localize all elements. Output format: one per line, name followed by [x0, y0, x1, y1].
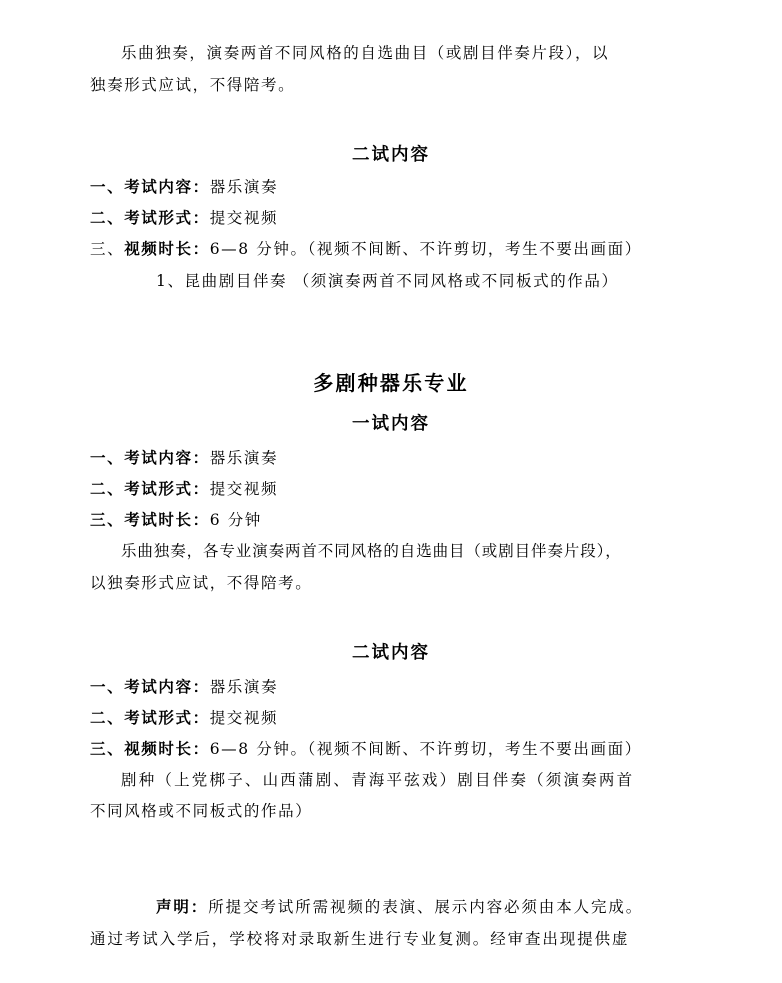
- item-label: 二、考试形式：: [90, 208, 210, 227]
- multi-round1-heading: 一试内容: [352, 414, 430, 434]
- multi-round2-item-2: [90, 707, 278, 729]
- item-value: 提交视频: [209, 209, 279, 227]
- item-value: 6 分钟: [209, 511, 262, 529]
- item-value: 提交视频: [209, 709, 279, 727]
- item-value: 6—8 分钟。（视频不间断、不许剪切，考生不要出画面）: [209, 740, 642, 758]
- item-label: 三、视频时长：: [90, 739, 210, 758]
- multi-round2-paragraph-line-1: 剧种（上党梆子、山西蒲剧、青海平弦戏）剧目伴奏（须演奏两首: [121, 771, 635, 789]
- statement-text: 所提交考试所需视频的表演、展示内容必须由本人完成。: [208, 898, 644, 916]
- multi-round1-item-2: [90, 478, 278, 500]
- kunqu-round2-item-3: [90, 238, 642, 260]
- multi-round1-paragraph-line-2: 以独奏形式应试，不得陪考。: [90, 574, 313, 592]
- multi-round1-paragraph-line-1: 乐曲独奏，各专业演奏两首不同风格的自选曲目（或剧目伴奏片段），: [121, 542, 622, 560]
- statement-label: 声明：: [156, 897, 209, 916]
- item-value: 器乐演奏: [209, 449, 279, 467]
- multi-major-title: 多剧种器乐专业: [313, 371, 469, 395]
- kunqu-round2-item-2: [90, 207, 278, 229]
- multi-round1-item-3: [90, 509, 262, 531]
- kunqu-round2-heading: 二试内容: [352, 145, 430, 165]
- statement-line-2: 通过考试入学后，学校将对录取新生进行专业复测。经审查出现提供虚: [90, 930, 630, 948]
- item-label: 二、考试形式：: [90, 708, 210, 727]
- kunqu-round2-item-1: [90, 176, 278, 198]
- multi-round2-item-1: [90, 676, 278, 698]
- multi-round2-item-3: [90, 738, 642, 760]
- item-value: 提交视频: [209, 480, 279, 498]
- multi-round2-heading: 二试内容: [352, 643, 430, 663]
- item-label: 视频时长：: [124, 239, 210, 258]
- item-label: 二、考试形式：: [90, 479, 210, 498]
- item-label: 三、考试时长：: [90, 510, 210, 529]
- kunqu-round2-item-4: 1、昆曲剧目伴奏 （须演奏两首不同风格或不同板式的作品）: [156, 272, 619, 290]
- multi-round2-paragraph-line-2: 不同风格或不同板式的作品）: [90, 802, 313, 820]
- item-label: 一、考试内容：: [90, 677, 210, 696]
- statement-line-1: [156, 896, 643, 918]
- multi-round1-item-1: [90, 447, 278, 469]
- item-label: 一、考试内容：: [90, 177, 210, 196]
- item-prefix: 三、: [90, 240, 125, 258]
- item-value: 器乐演奏: [209, 178, 279, 196]
- intro-paragraph-line-2: 独奏形式应试，不得陪考。: [90, 76, 296, 94]
- item-label: 一、考试内容：: [90, 448, 210, 467]
- intro-paragraph-line-1: 乐曲独奏，演奏两首不同风格的自选曲目（或剧目伴奏片段），以: [121, 44, 610, 62]
- item-value: 6—8 分钟。（视频不间断、不许剪切，考生不要出画面）: [209, 240, 642, 258]
- item-value: 器乐演奏: [209, 678, 279, 696]
